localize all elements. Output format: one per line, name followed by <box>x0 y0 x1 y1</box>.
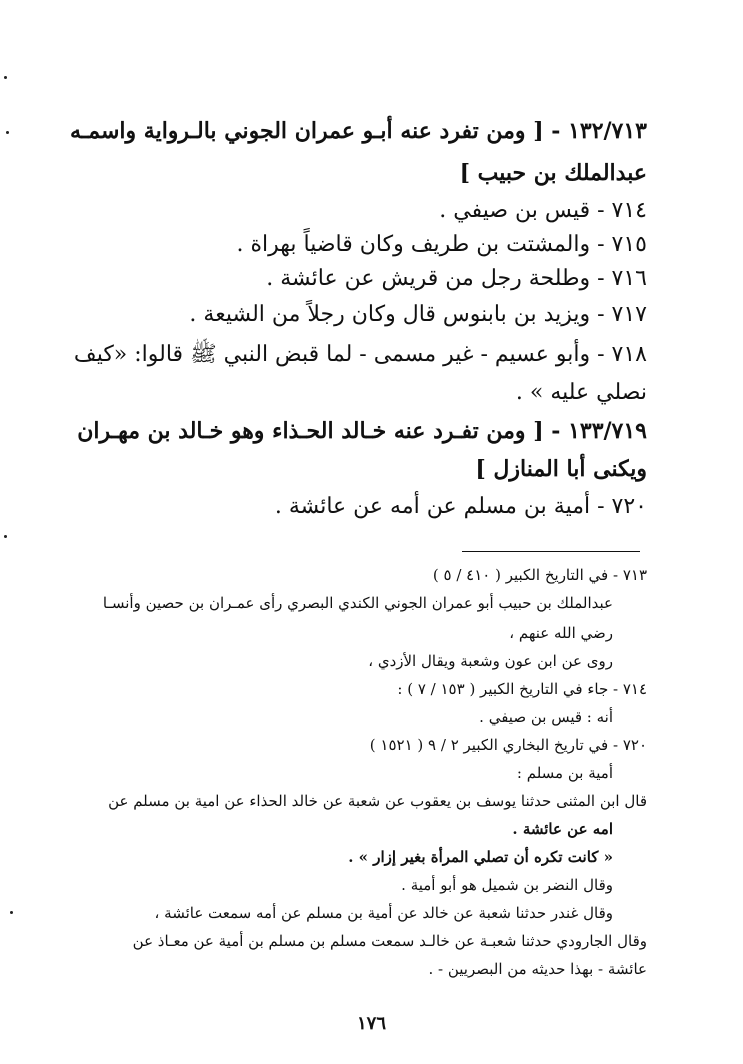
footnote-720: ٧٢٠ - في تاريخ البخاري الكبير ٢ / ٩ ( ١٥٢١ ) <box>369 736 647 754</box>
footnote-720-text: امه عن عائشة . <box>512 820 613 838</box>
entry-714: ٧١٤ - قيس بن صيفي . <box>439 198 647 223</box>
footnote-714-text: أنه : قيس بن صيفي . <box>479 708 613 726</box>
scan-speck <box>6 131 9 134</box>
entry-716: ٧١٦ - وطلحة رجل من قريش عن عائشة . <box>266 266 647 291</box>
entry-133-heading: ١٣٣/٧١٩ - [ ومن تفـرد عنه خـالد الحـذاء وهو خـالد بن مهـران <box>77 418 647 444</box>
scan-speck <box>4 535 7 538</box>
entry-132-heading: ١٣٢/٧١٣ - [ ومن تفرد عنه أبـو عمران الجوني بالـرواية واسمـه <box>69 118 647 144</box>
footnote-divider <box>462 551 640 552</box>
entry-718: ٧١٨ - وأبو عسيم - غير مسمى - لما قبض النبي ﷺ قالوا: «كيف <box>73 342 647 367</box>
entry-718-cont: نصلي عليه » . <box>515 380 647 405</box>
entry-133-heading-cont: ويكنى أبا المنازل ] <box>475 456 647 482</box>
scan-speck <box>10 911 13 914</box>
footnote-713-text: روى عن ابن عون وشعبة ويقال الأزدي ، <box>368 652 613 670</box>
entry-720: ٧٢٠ - أمية بن مسلم عن أمه عن عائشة . <box>274 494 647 519</box>
footnote-713-text: عبدالملك بن حبيب أبو عمران الجوني الكندي البصري رأى عمـران بن حصين وأنسـا <box>102 594 613 612</box>
footnote-720-text: وقال غندر حدثنا شعبة عن خالد عن أمية بن مسلم عن أمه سمعت عائشة ، <box>154 904 613 922</box>
footnote-720-text: قال ابن المثنى حدثنا يوسف بن يعقوب عن شعبة عن خالد الحذاء عن امية بن مسلم عن <box>108 792 647 810</box>
footnote-713: ٧١٣ - في التاريخ الكبير ( ٤١٠ / ٥ ) <box>432 566 647 584</box>
entry-132-heading-cont: عبدالملك بن حبيب ] <box>459 160 647 186</box>
scan-speck <box>4 76 7 79</box>
entry-717: ٧١٧ - ويزيد بن بابنوس قال وكان رجلاً من الشيعة . <box>189 302 647 327</box>
entry-715: ٧١٥ - والمشتت بن طريف وكان قاضياً بهراة . <box>236 232 647 257</box>
footnote-720-text: عائشة - بهذا حديثه من البصريين - . <box>428 960 647 978</box>
footnote-720-text: وقال النضر بن شميل هو أبو أمية . <box>401 876 613 894</box>
footnote-720-text: وقال الجارودي حدثنا شعبـة عن خالـد سمعت مسلم بن مسلم بن أمية عن معـاذ عن <box>132 932 647 950</box>
footnote-720-quote: « كانت تكره أن تصلي المرأة بغير إزار » . <box>348 848 613 866</box>
footnote-714: ٧١٤ - جاء في التاريخ الكبير ( ١٥٣ / ٧ ) : <box>397 680 647 698</box>
page-number: ١٧٦ <box>356 1013 386 1034</box>
footnote-720-text: أمية بن مسلم : <box>516 764 613 782</box>
footnote-713-text: رضي الله عنهم ، <box>509 624 613 642</box>
